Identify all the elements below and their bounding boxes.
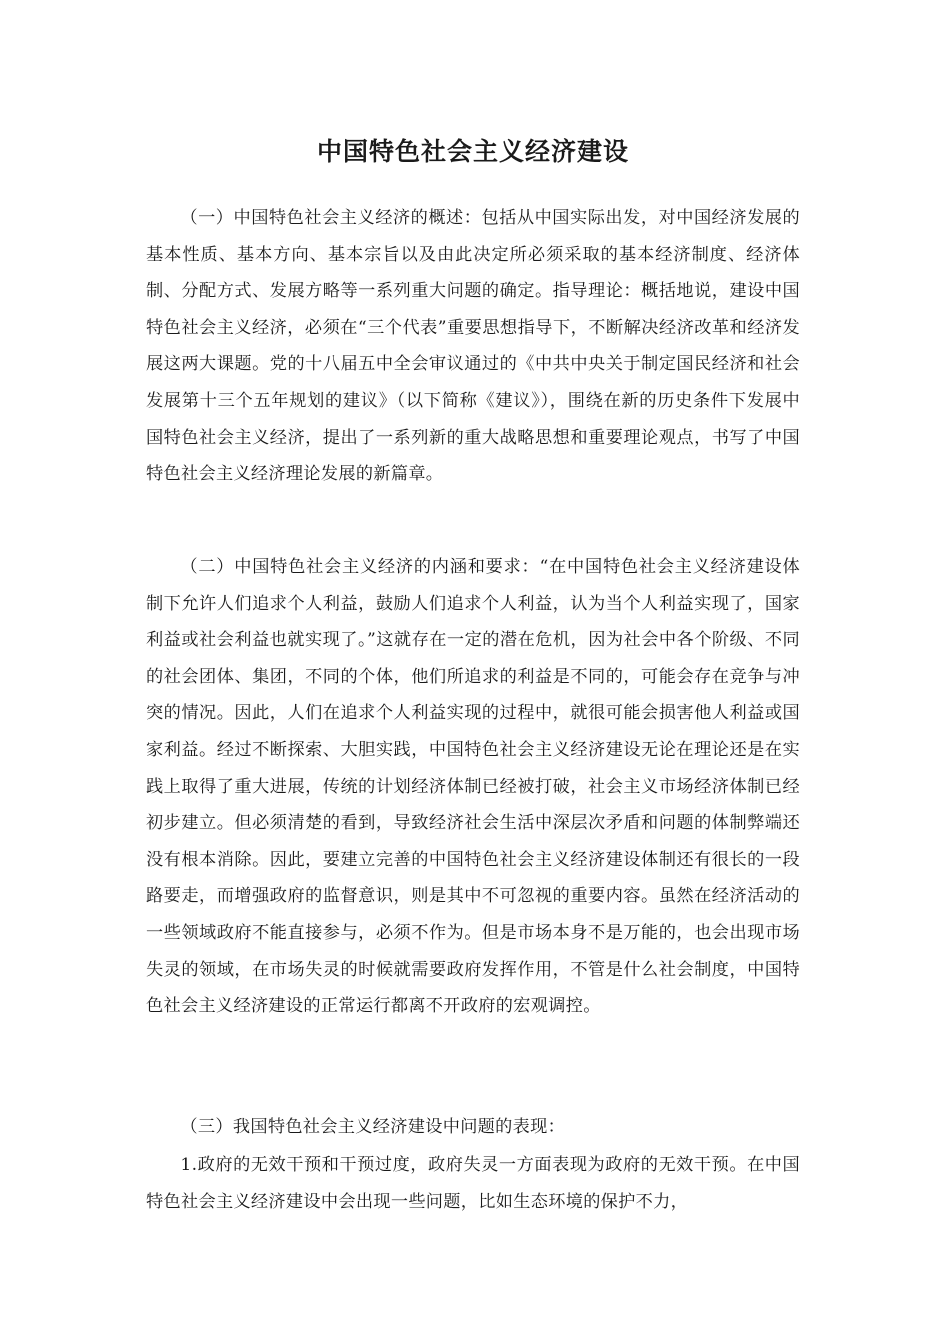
paragraph-overview: （一）中国特色社会主义经济的概述：包括从中国实际出发，对中国经济发展的基本性质、基本方向、基本宗旨以及由此决定所必须采取的基本经济制度、经济体制、分配方式、发展方略等一系列重大问题的确定。指导理论：概括地说，建设中国特色社会主义经济，必须在“三个代表”重要思想指导下，不断解决经济改革和经济发展这两大课题。党的十八届五中全会审议通过的《中共中央关于制定国民经济和社会发展第十三个五年规划的建议》（以下简称《建议》），围绕在新的历史条件下发展中国特色社会主义经济，提出了一系列新的重大战略思想和重要理论观点，书写了中国特色社会主义经济理论发展的新篇章。	[146, 208, 800, 485]
paragraph-problem-1: 1.政府的无效干预和干预过度，政府失灵一方面表现为政府的无效干预。在中国特色社会主义经济建设中会出现一些问题，比如生态环境的保护不力，	[146, 1155, 800, 1212]
paragraph-connotation: （二）中国特色社会主义经济的内涵和要求：“在中国特色社会主义经济建设体制下允许人们追求个人利益，鼓励人们追求个人利益，认为当个人利益实现了，国家利益或社会利益也就实现了。”这就存在一定的潜在危机，因为社会中各个阶级、不同的社会团体、集团，不同的个体，他们所追求的利益是不同的，可能会存在竞争与冲突的情况。因此，人们在追求个人利益实现的过程中，就很可能会损害他人利益或国家利益。经过不断探索、大胆实践，中国特色社会主义经济建设无论在理论还是在实践上取得了重大进展，传统的计划经济体制已经被打破，社会主义市场经济体制已经初步建立。但必须清楚的看到，导致经济社会生活中深层次矛盾和问题的体制弊端还没有根本消除。因此，要建立完善的中国特色社会主义经济建设体制还有很长的一段路要走，而增强政府的监督意识，则是其中不可忽视的重要内容。虽然在经济活动的一些领域政府不能直接参与，必须不作为。但是市场本身不是万能的，也会出现市场失灵的领域，在市场失灵的时候就需要政府发挥作用，不管是什么社会制度，中国特色社会主义经济建设的正常运行都离不开政府的宏观调控。	[146, 557, 800, 1017]
paragraph-problems-heading: （三）我国特色社会主义经济建设中问题的表现：	[180, 1117, 566, 1137]
document-title: 中国特色社会主义经济建设	[316, 137, 629, 166]
